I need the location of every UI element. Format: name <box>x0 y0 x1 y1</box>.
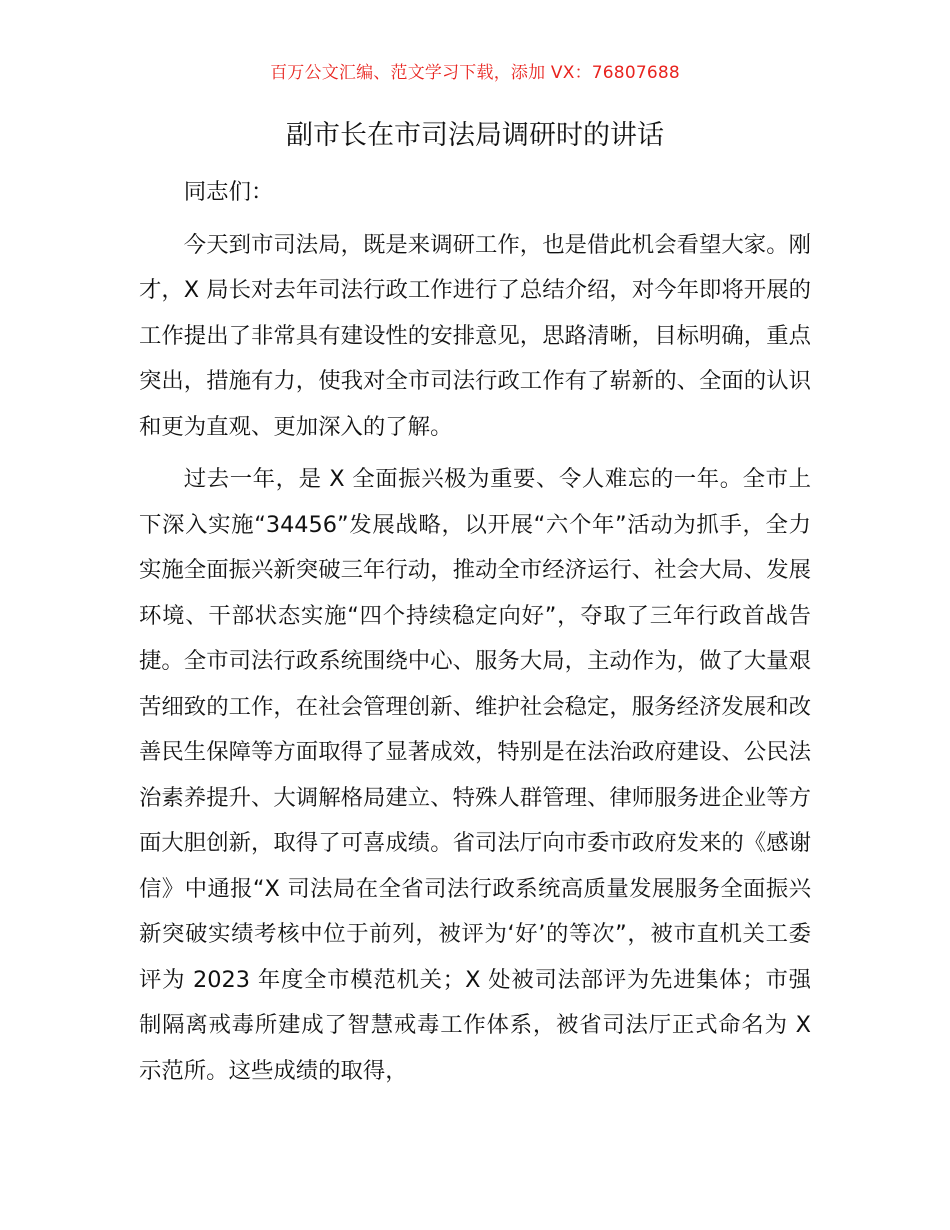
salutation: 同志们： <box>183 179 274 205</box>
watermark-header: 百万公文汇编、范文学习下载，添加 VX：76807688 <box>270 63 680 83</box>
paragraph-1: 今天到市司法局，既是来调研工作，也是借此机会看望大家。刚才，X 局长对去年司法行政工作进行了总结介绍，对今年即将开展的工作提出了非常具有建设性的安排意见，思路清晰，目标明确，重点突出，措施有力，使我对全市司法行政工作有了崭新的、全面的认识和更为直观、更加深入的了解。 <box>139 231 811 440</box>
document-body <box>139 170 811 1094</box>
document-title: 副市长在市司法局调研时的讲话 <box>286 120 664 151</box>
paragraph-2: 过去一年，是 X 全面振兴极为重要、令人难忘的一年。全市上下深入实施“34456”发展战略，以开展“六个年”活动为抓手，全力实施全面振兴新突破三年行动，推动全市经济运行、社会大局、发展环境、干部状态实施“四个持续稳定向好”，夺取了三年行政首战告捷。全市司法行政系统围绕中心、服务大局，主动作为，做了大量艰苦细致的工作，在社会管理创新、维护社会稳定，服务经济发展和改善民生保障等方面取得了显著成效，特别是在法治政府建设、公民法治素养提升、大调解格局建立、特殊人群管理、律师服务进企业等方面大胆创新，取得了可喜成绩。省司法厅向市委市政府发来的《感谢信》中通报“X 司法局在全省司法行政系统高质量发展服务全面振兴新突破实绩考核中位于前列，被评为‘好’的等次”，被市直机关工委评为 2023 年度全市模范机关；X 处被司法部评为先进集体；市强制隔离戒毒所建成了智慧戒毒工作体系，被省司法厅正式命名为 X 示范所。这些成绩的取得， <box>139 466 811 1084</box>
